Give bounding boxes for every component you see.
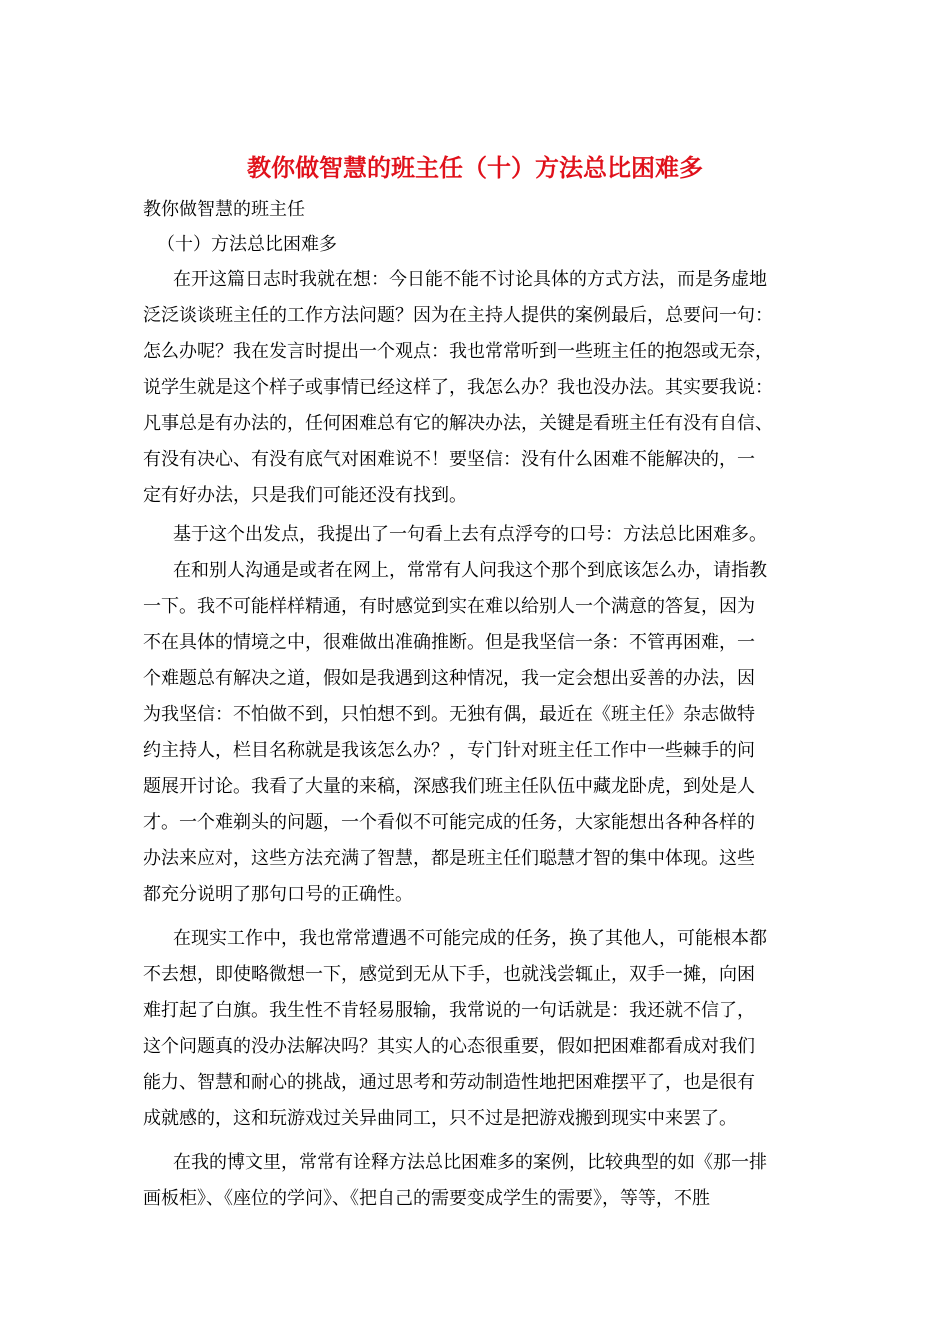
paragraph-line: 个难题总有解决之道，假如是我遇到这种情况，我一定会想出妥善的办法，因 [143, 668, 755, 689]
paragraph-line: 怎么办呢？我在发言时提出一个观点：我也常常听到一些班主任的抱怨或无奈， [143, 341, 773, 362]
paragraph-line: 不去想，即使略微想一下，感觉到无从下手，也就浅尝辄止，双手一摊，向困 [143, 964, 755, 985]
paragraph-line: 题展开讨论。我看了大量的来稿，深感我们班主任队伍中藏龙卧虎，到处是人 [143, 776, 755, 797]
paragraph-line: 这个问题真的没办法解决吗？其实人的心态很重要，假如把困难都看成对我们 [143, 1036, 755, 1057]
paragraph-line: 能力、智慧和耐心的挑战，通过思考和劳动制造性地把困难摆平了，也是很有 [143, 1072, 755, 1093]
paragraph-line: 难打起了白旗。我生性不肯轻易服输，我常说的一句话就是：我还就不信了， [143, 1000, 755, 1021]
paragraph-line: 成就感的，这和玩游戏过关异曲同工，只不过是把游戏搬到现实中来罢了。 [143, 1108, 737, 1129]
paragraph-line: 泛泛谈谈班主任的工作方法问题？因为在主持人提供的案例最后，总要问一句： [143, 305, 773, 326]
document-title: 教你做智慧的班主任（十）方法总比困难多 [247, 153, 703, 182]
subtitle-line: 教你做智慧的班主任 [143, 199, 305, 220]
paragraph-line: 在现实工作中，我也常常遭遇不可能完成的任务，换了其他人，可能根本都 [173, 928, 767, 949]
section-heading: （十）方法总比困难多 [157, 234, 337, 255]
paragraph-line: 办法来应对，这些方法充满了智慧，都是班主任们聪慧才智的集中体现。这些 [143, 848, 755, 869]
paragraph-line: 基于这个出发点，我提出了一句看上去有点浮夸的口号：方法总比困难多。 [173, 524, 767, 545]
paragraph-line: 才。一个难剃头的问题，一个看似不可能完成的任务，大家能想出各种各样的 [143, 812, 755, 833]
paragraph-line: 约主持人，栏目名称就是我该怎么办？，专门针对班主任工作中一些棘手的问 [143, 740, 755, 761]
paragraph-line: 都充分说明了那句口号的正确性。 [143, 884, 413, 905]
paragraph-line: 有没有决心、有没有底气对困难说不！要坚信：没有什么困难不能解决的，一 [143, 449, 755, 470]
paragraph-line: 在开这篇日志时我就在想：今日能不能不讨论具体的方式方法，而是务虚地 [173, 269, 767, 290]
paragraph-line: 说学生就是这个样子或事情已经这样了，我怎么办？我也没办法。其实要我说： [143, 377, 773, 398]
paragraph-line: 凡事总是有办法的，任何困难总有它的解决办法，关键是看班主任有没有自信、 [143, 413, 773, 434]
paragraph-line: 不在具体的情境之中，很难做出准确推断。但是我坚信一条：不管再困难，一 [143, 632, 755, 653]
paragraph-line: 为我坚信：不怕做不到，只怕想不到。无独有偶，最近在《班主任》杂志做特 [143, 704, 755, 725]
paragraph-line: 画板柜》、《座位的学问》、《把自己的需要变成学生的需要》，等等，不胜 [143, 1188, 710, 1209]
paragraph-line: 定有好办法，只是我们可能还没有找到。 [143, 485, 467, 506]
paragraph-line: 在我的博文里，常常有诠释方法总比困难多的案例，比较典型的如《那一排 [173, 1152, 767, 1173]
paragraph-line: 在和别人沟通是或者在网上，常常有人问我这个那个到底该怎么办，请指教 [173, 560, 767, 581]
paragraph-line: 一下。我不可能样样精通，有时感觉到实在难以给别人一个满意的答复，因为 [143, 596, 755, 617]
